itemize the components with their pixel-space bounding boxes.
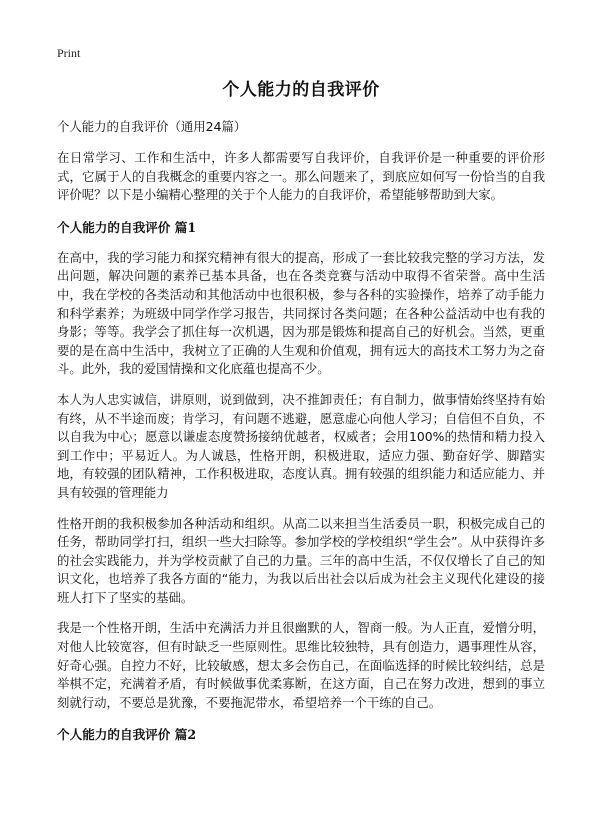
- section-heading: 个人能力的自我评价 篇1: [57, 219, 197, 235]
- paragraph: 本人为人忠实诚信，讲原则，说到做到，决不推卸责任；有自制力，做事情始终坚持有始有终，从不半途而废；肯学习，有问题不逃避，愿意虚心向他人学习；自信但不自负，不以自我为中心；愿意以谦虚态度赞扬接纳优越者，权威者；会用100%的热情和精力投入到工作中；平易近人。为人诚恳，性格开朗，积极进取，适应力强、勤奋好学、脚踏实地，有较强的团队精神，工作积极进取，态度认真。拥有较强的组织能力和适应能力、并具有较强的管理能力: [57, 391, 545, 500]
- section-1: [57, 219, 545, 713]
- paragraph: 性格开朗的我积极参加各种活动和组织。从高二以来担当生活委员一职，积极完成自己的任务，帮助同学打扫，组织一些大扫除等。参加学校的学校组织“学生会”。从中获得许多的社会实践能力，并为学校贡献了自己的力量。三年的高中生活，不仅仅增长了自己的知识文化，也培养了我各方面的“能力，为我以后出社会以后成为社会主义现代化建设的接班人打下了坚实的基础。: [57, 515, 545, 605]
- document-page: [57, 78, 545, 756]
- section-2: [57, 726, 545, 744]
- document-subtitle: 个人能力的自我评价（通用24篇）: [57, 119, 247, 134]
- document-title: 个人能力的自我评价: [222, 80, 380, 100]
- intro-paragraph: 在日常学习、工作和生活中，许多人都需要写自我评价，自我评价是一种重要的评价形式，它属于人的自我概念的重要内容之一。那么问题来了，到底应如何写一份恰当的自我评价呢？以下是小编精心整理的关于个人能力的自我评价，希望能够帮助到大家。: [57, 150, 545, 203]
- paragraph: 在高中，我的学习能力和探究精神有很大的提高，形成了一套比较我完整的学习方法，发出问题，解决问题的素养已基本具备，也在各类竞赛与活动中取得不省荣誉。高中生活中，我在学校的各类活动和其他活动中也很积极，参与各科的实验操作，培养了动手能力和科学素养；为班级中同学作学习报告，共同探讨各类问题；在各种公益活动中也有我的身影；等等。我学会了抓住每一次机遇，因为那是锻炼和提高自己的好机会。当然，更重要的是在高中生活中，我树立了正确的人生观和价值观，拥有远大的高技术工努力为之奋斗。此外，我的爱国情操和文化底蕴也提高不少。: [57, 249, 545, 377]
- section-heading: 个人能力的自我评价 篇2: [57, 727, 197, 743]
- print-link[interactable]: Print: [57, 46, 81, 60]
- paragraph: 我是一个性格开朗，生活中充满活力并且很幽默的人，智商一般。为人正直，爱憎分明，对他人比较宽容，但有时缺乏一些原则性。思维比较独特，具有创造力，遇事理性从容，好奇心强。自控力不好，比较敏感，想太多会伤自己，在面临选择的时候比较纠结，总是举棋不定，充满着矛盾，有时候做事优柔寡断，在这方面，自己在努力改进，想到的事立刻就行动，不要总是犹豫，不要拖泥带水，希望培养一个干练的自己。: [57, 620, 545, 710]
